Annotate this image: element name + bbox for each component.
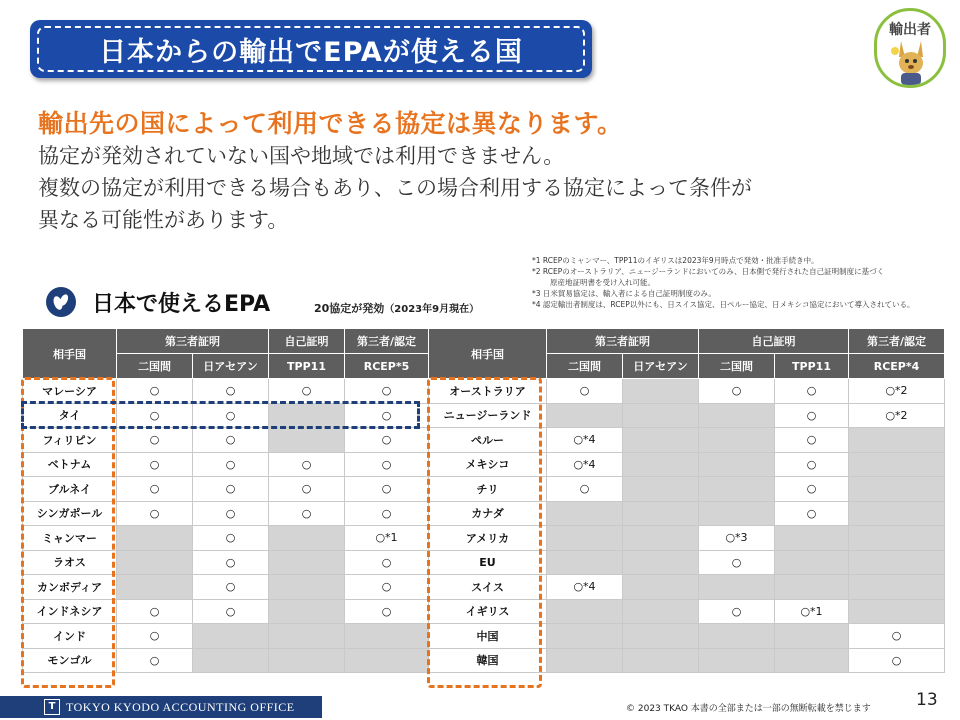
country-name: ベトナム (23, 452, 117, 477)
availability-cell: ○*1 (345, 526, 429, 551)
group-header: 自己証明 (269, 329, 345, 354)
country-name: チリ (429, 477, 547, 502)
country-name: ミャンマー (23, 526, 117, 551)
footnote: *2 RCEPのオーストラリア、ニュージーランドにおいてのみ、日本側で発行された自己証明制度に基づく (532, 267, 885, 276)
section-subtitle (314, 300, 479, 316)
availability-cell: ○ (193, 575, 269, 600)
country-name: ペルー (429, 428, 547, 453)
availability-cell: ○ (699, 379, 775, 404)
not-applicable-cell (849, 501, 945, 526)
availability-cell: ○*3 (699, 526, 775, 551)
not-applicable-cell (269, 550, 345, 575)
not-applicable-cell (775, 575, 849, 600)
availability-cell: ○ (117, 379, 193, 404)
table-row (23, 624, 945, 649)
not-applicable-cell (623, 379, 699, 404)
group-header: 自己証明 (699, 329, 849, 354)
not-applicable-cell (193, 648, 269, 673)
not-applicable-cell (699, 575, 775, 600)
not-applicable-cell (269, 648, 345, 673)
availability-cell: ○ (345, 428, 429, 453)
availability-cell: ○ (269, 452, 345, 477)
section-title: 日本で使えるEPA (92, 292, 271, 317)
not-applicable-cell (269, 526, 345, 551)
not-applicable-cell (849, 477, 945, 502)
availability-cell: ○ (345, 477, 429, 502)
column-header: 日アセアン (193, 354, 269, 379)
table-row (23, 428, 945, 453)
not-applicable-cell (623, 550, 699, 575)
not-applicable-cell (849, 550, 945, 575)
copyright: © 2023 TKAO 本書の全部または一部の無断転載を禁じます (626, 704, 871, 714)
country-name: スイス (429, 575, 547, 600)
availability-cell: ○ (269, 477, 345, 502)
agreement-count: 20協定が発効 (314, 302, 385, 315)
not-applicable-cell (547, 648, 623, 673)
body-line: 協定が発効されていない国や地域では利用できません。 (38, 144, 565, 168)
title-banner-frame (37, 26, 585, 72)
not-applicable-cell (849, 575, 945, 600)
country-name: 中国 (429, 624, 547, 649)
availability-cell: ○ (775, 501, 849, 526)
not-applicable-cell (269, 428, 345, 453)
country-name: インド (23, 624, 117, 649)
not-applicable-cell (623, 477, 699, 502)
column-header: 二国間 (699, 354, 775, 379)
epa-table (22, 328, 945, 673)
availability-cell: ○ (193, 526, 269, 551)
exporter-mascot-badge (874, 8, 946, 88)
availability-cell: ○ (345, 575, 429, 600)
not-applicable-cell (269, 599, 345, 624)
not-applicable-cell (623, 428, 699, 453)
column-header: 二国間 (117, 354, 193, 379)
footnote: *4 認定輸出者制度は、RCEP以外にも、日スイス協定、日ペルー協定、日メキシコ協定において導入されている。 (532, 300, 915, 309)
availability-cell: ○ (345, 379, 429, 404)
country-name: 韓国 (429, 648, 547, 673)
country-name: シンガポール (23, 501, 117, 526)
availability-cell: ○ (547, 477, 623, 502)
not-applicable-cell (849, 452, 945, 477)
footnote: *1 RCEPのミャンマー、TPP11のイギリスは2023年9月時点で発効・批准手続き中。 (532, 256, 819, 265)
table-row (23, 550, 945, 575)
column-header: 二国間 (547, 354, 623, 379)
not-applicable-cell (849, 526, 945, 551)
not-applicable-cell (547, 599, 623, 624)
availability-cell: ○ (193, 550, 269, 575)
table-row (23, 599, 945, 624)
not-applicable-cell (269, 624, 345, 649)
not-applicable-cell (345, 648, 429, 673)
mascot-label: 輸出者 (889, 22, 931, 38)
availability-cell: ○ (193, 501, 269, 526)
availability-cell: ○ (117, 599, 193, 624)
availability-cell: ○ (269, 379, 345, 404)
country-name: フィリピン (23, 428, 117, 453)
not-applicable-cell (699, 477, 775, 502)
table-row (23, 379, 945, 404)
not-applicable-cell (775, 526, 849, 551)
not-applicable-cell (345, 624, 429, 649)
office-logo-icon: T (44, 699, 60, 715)
not-applicable-cell (547, 624, 623, 649)
group-header: 第三者証明 (547, 329, 699, 354)
availability-cell: ○ (775, 477, 849, 502)
not-applicable-cell (117, 550, 193, 575)
not-applicable-cell (699, 428, 775, 453)
title-banner (30, 20, 592, 78)
country-name: マレーシア (23, 379, 117, 404)
column-header: RCEP*4 (849, 354, 945, 379)
not-applicable-cell (269, 403, 345, 428)
availability-cell: ○ (117, 624, 193, 649)
availability-cell: ○ (775, 403, 849, 428)
not-applicable-cell (623, 452, 699, 477)
not-applicable-cell (269, 575, 345, 600)
country-name: タイ (23, 403, 117, 428)
not-applicable-cell (117, 575, 193, 600)
not-applicable-cell (623, 624, 699, 649)
table-body (23, 379, 945, 673)
group-header: 第三者証明 (117, 329, 269, 354)
availability-cell: ○ (117, 477, 193, 502)
availability-cell: ○ (345, 550, 429, 575)
not-applicable-cell (699, 452, 775, 477)
country-name: イギリス (429, 599, 547, 624)
table-header-groups (23, 329, 945, 354)
not-applicable-cell (117, 526, 193, 551)
table-row (23, 526, 945, 551)
not-applicable-cell (193, 624, 269, 649)
body-text (38, 140, 752, 236)
country-header: 相手国 (429, 329, 547, 379)
country-header: 相手国 (23, 329, 117, 379)
not-applicable-cell (623, 575, 699, 600)
country-name: モンゴル (23, 648, 117, 673)
country-name: メキシコ (429, 452, 547, 477)
headline: 輸出先の国によって利用できる協定は異なります。 (38, 109, 623, 138)
availability-cell: ○ (345, 501, 429, 526)
availability-cell: ○*4 (547, 452, 623, 477)
availability-cell: ○ (775, 428, 849, 453)
not-applicable-cell (547, 550, 623, 575)
country-name: アメリカ (429, 526, 547, 551)
table-row (23, 648, 945, 673)
page-number: 13 (916, 690, 938, 710)
availability-cell: ○ (193, 599, 269, 624)
not-applicable-cell (623, 501, 699, 526)
not-applicable-cell (849, 428, 945, 453)
country-name: オーストラリア (429, 379, 547, 404)
availability-cell: ○ (775, 452, 849, 477)
body-line: 複数の協定が利用できる場合もあり、この場合利用する協定によって条件が (38, 176, 752, 200)
not-applicable-cell (623, 648, 699, 673)
mascot-icon (887, 37, 935, 85)
table-row (23, 477, 945, 502)
availability-cell: ○ (117, 648, 193, 673)
availability-cell: ○ (193, 477, 269, 502)
not-applicable-cell (699, 648, 775, 673)
availability-cell: ○ (193, 428, 269, 453)
availability-cell: ○ (117, 403, 193, 428)
not-applicable-cell (547, 403, 623, 428)
availability-cell: ○ (345, 452, 429, 477)
not-applicable-cell (775, 550, 849, 575)
availability-cell: ○ (117, 428, 193, 453)
availability-cell: ○ (193, 379, 269, 404)
availability-cell: ○ (849, 648, 945, 673)
availability-cell: ○ (699, 550, 775, 575)
not-applicable-cell (699, 501, 775, 526)
country-name: ニュージーランド (429, 403, 547, 428)
availability-cell: ○ (345, 403, 429, 428)
availability-cell: ○ (193, 403, 269, 428)
table-row (23, 403, 945, 428)
not-applicable-cell (699, 403, 775, 428)
country-name: ラオス (23, 550, 117, 575)
country-name: EU (429, 550, 547, 575)
availability-cell: ○*1 (775, 599, 849, 624)
availability-cell: ○*4 (547, 575, 623, 600)
availability-cell: ○ (849, 624, 945, 649)
availability-cell: ○*2 (849, 379, 945, 404)
column-header: RCEP*5 (345, 354, 429, 379)
not-applicable-cell (775, 624, 849, 649)
not-applicable-cell (775, 648, 849, 673)
table-row (23, 575, 945, 600)
footer-bar (0, 696, 322, 718)
not-applicable-cell (547, 501, 623, 526)
office-name: TOKYO KYODO ACCOUNTING OFFICE (66, 699, 295, 714)
availability-cell: ○ (345, 599, 429, 624)
table-row (23, 501, 945, 526)
availability-cell: ○ (117, 452, 193, 477)
group-header: 第三者/認定 (345, 329, 429, 354)
availability-cell: ○ (193, 452, 269, 477)
country-name: ブルネイ (23, 477, 117, 502)
not-applicable-cell (623, 526, 699, 551)
group-header: 第三者/認定 (849, 329, 945, 354)
column-header: TPP11 (269, 354, 345, 379)
availability-cell: ○ (117, 501, 193, 526)
as-of-date: （2023年9月現在） (384, 304, 480, 315)
footnote: *3 日米貿易協定は、輸入者による自己証明制度のみ。 (532, 289, 716, 298)
body-line: 異なる可能性があります。 (38, 208, 289, 232)
page-title: 日本からの輸出でEPAが使える国 (99, 36, 523, 68)
not-applicable-cell (623, 403, 699, 428)
table-row (23, 452, 945, 477)
leaf-icon (46, 287, 76, 317)
availability-cell: ○ (699, 599, 775, 624)
not-applicable-cell (849, 599, 945, 624)
footnote: 原産地証明書を受け入れ可能。 (550, 278, 655, 287)
not-applicable-cell (623, 599, 699, 624)
not-applicable-cell (547, 526, 623, 551)
column-header: TPP11 (775, 354, 849, 379)
availability-cell: ○*2 (849, 403, 945, 428)
column-header: 日アセアン (623, 354, 699, 379)
availability-cell: ○*4 (547, 428, 623, 453)
footnotes (532, 255, 952, 310)
country-name: インドネシア (23, 599, 117, 624)
availability-cell: ○ (269, 501, 345, 526)
country-name: カンボディア (23, 575, 117, 600)
not-applicable-cell (699, 624, 775, 649)
availability-cell: ○ (775, 379, 849, 404)
country-name: カナダ (429, 501, 547, 526)
availability-cell: ○ (547, 379, 623, 404)
